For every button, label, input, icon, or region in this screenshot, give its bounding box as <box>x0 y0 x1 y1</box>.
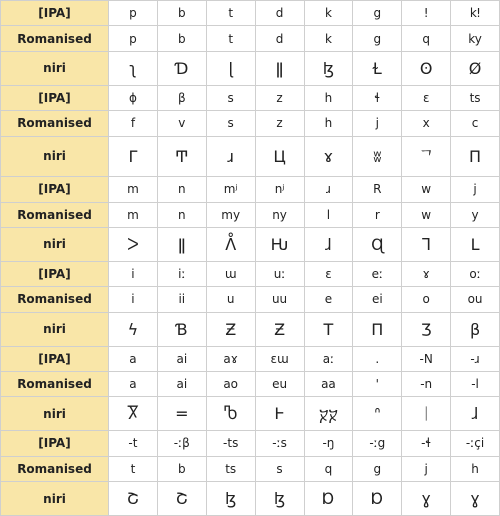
niri-cell: ɮ <box>255 482 304 516</box>
rom-cell: q <box>304 456 353 481</box>
ipa-cell: p <box>109 1 158 26</box>
niri-cell: Π <box>451 136 500 177</box>
rom-cell: eu <box>255 371 304 396</box>
ipa-cell: t <box>206 1 255 26</box>
ipa-cell: ɸ <box>109 85 158 110</box>
row-header-rom: Romanised <box>1 26 109 51</box>
row-header-niri: niri <box>1 51 109 85</box>
niri-cell: Շ <box>109 482 158 516</box>
rom-cell: o <box>402 287 451 312</box>
rom-cell: g <box>353 456 402 481</box>
rom-cell: j <box>353 111 402 136</box>
ipa-cell: ɛɯ <box>255 346 304 371</box>
niri-cell: ʬ <box>353 136 402 177</box>
niri-cell: ᐰ <box>206 227 255 261</box>
rom-cell: n <box>157 202 206 227</box>
niri-cell: L <box>451 227 500 261</box>
row-header-ipa: [IPA] <box>1 1 109 26</box>
rom-cell: ao <box>206 371 255 396</box>
rom-cell: j <box>402 456 451 481</box>
rom-cell: t <box>109 456 158 481</box>
niri-cell: Γ <box>109 136 158 177</box>
niri-cell: Ƶ <box>206 312 255 346</box>
row-header-niri: niri <box>1 312 109 346</box>
niri-cell: Ɓ <box>157 312 206 346</box>
rom-cell: s <box>255 456 304 481</box>
row-header-rom: Romanised <box>1 456 109 481</box>
rom-cell: w <box>402 202 451 227</box>
row-header-niri: niri <box>1 227 109 261</box>
row-header-ipa: [IPA] <box>1 346 109 371</box>
ipa-cell: eː <box>353 261 402 286</box>
ipa-cell: ts <box>451 85 500 110</box>
ipa-cell: i <box>109 261 158 286</box>
ipa-cell: aː <box>304 346 353 371</box>
table-row-ipa <box>1 1 500 26</box>
niri-cell: ϟ <box>109 312 158 346</box>
table-row-rom <box>1 456 500 481</box>
table-row-rom <box>1 202 500 227</box>
rom-cell: s <box>206 111 255 136</box>
row-header-niri: niri <box>1 482 109 516</box>
table-row-ipa <box>1 431 500 456</box>
ipa-cell: d <box>255 1 304 26</box>
ipa-cell: . <box>353 346 402 371</box>
ipa-cell: -ɬ <box>402 431 451 456</box>
niri-cell: ʘ <box>402 51 451 85</box>
rom-cell: a <box>109 371 158 396</box>
ipa-cell: -t <box>109 431 158 456</box>
ipa-cell: j <box>451 177 500 202</box>
rom-cell: g <box>353 26 402 51</box>
niri-cell: ᄀ <box>402 136 451 177</box>
rom-cell: i <box>109 287 158 312</box>
ipa-cell: ɛ <box>304 261 353 286</box>
table-row-niri <box>1 397 500 431</box>
niri-cell: ɮ <box>304 51 353 85</box>
ipa-cell: ɹ <box>304 177 353 202</box>
ipa-cell: -ŋ <box>304 431 353 456</box>
niri-cell: Ɒ <box>353 482 402 516</box>
niri-cell: Ɫ <box>353 51 402 85</box>
ipa-cell: g <box>353 1 402 26</box>
row-header-rom: Romanised <box>1 371 109 396</box>
ipa-cell: nʲ <box>255 177 304 202</box>
ipa-cell: aɤ <box>206 346 255 371</box>
rom-cell: e <box>304 287 353 312</box>
rom-cell: ky <box>451 26 500 51</box>
rom-cell: ai <box>157 371 206 396</box>
niri-cell: ɤ <box>304 136 353 177</box>
niri-cell: Ͳ <box>157 136 206 177</box>
niri-cell: ɭ <box>206 51 255 85</box>
row-header-ipa: [IPA] <box>1 431 109 456</box>
ipa-cell: a <box>109 346 158 371</box>
ipa-cell: ɛ <box>402 85 451 110</box>
ipa-cell: -ts <box>206 431 255 456</box>
table-row-ipa <box>1 177 500 202</box>
rom-cell: r <box>353 202 402 227</box>
ipa-cell: ɬ <box>353 85 402 110</box>
rom-cell: x <box>402 111 451 136</box>
niri-cell: Ʒ <box>402 312 451 346</box>
ipa-cell: -ːs <box>255 431 304 456</box>
table-row-ipa <box>1 261 500 286</box>
niri-cell: β <box>451 312 500 346</box>
ipa-cell: ai <box>157 346 206 371</box>
ipa-cell: -ːg <box>353 431 402 456</box>
rom-cell: ou <box>451 287 500 312</box>
ipa-cell: w <box>402 177 451 202</box>
niri-cell: ɹ <box>206 136 255 177</box>
table-row-rom <box>1 26 500 51</box>
rom-cell: h <box>304 111 353 136</box>
niri-cell: ǁ <box>157 227 206 261</box>
ipa-cell: k <box>304 1 353 26</box>
rom-cell: -n <box>402 371 451 396</box>
niri-cell: ᐳ <box>109 227 158 261</box>
rom-cell: z <box>255 111 304 136</box>
ipa-cell: oː <box>451 261 500 286</box>
ipa-cell: kǃ <box>451 1 500 26</box>
rom-cell: q <box>402 26 451 51</box>
row-header-ipa: [IPA] <box>1 85 109 110</box>
niri-cell: = <box>157 397 206 431</box>
rom-cell: c <box>451 111 500 136</box>
rom-cell: f <box>109 111 158 136</box>
row-header-rom: Romanised <box>1 287 109 312</box>
ipa-cell: s <box>206 85 255 110</box>
niri-cell: ɣ <box>451 482 500 516</box>
niri-cell: ʅ <box>109 51 158 85</box>
niri-cell: Ƶ <box>255 312 304 346</box>
niri-cell: ɺ <box>451 397 500 431</box>
rom-cell: u <box>206 287 255 312</box>
rom-cell: d <box>255 26 304 51</box>
rom-cell: k <box>304 26 353 51</box>
ipa-cell: -ːçi <box>451 431 500 456</box>
niri-cell: ɺ <box>304 227 353 261</box>
table-body <box>1 1 500 516</box>
ipa-cell: -ːβ <box>157 431 206 456</box>
rom-cell: ei <box>353 287 402 312</box>
rom-cell: aa <box>304 371 353 396</box>
rom-cell: ny <box>255 202 304 227</box>
rom-cell: ' <box>353 371 402 396</box>
rom-cell: ii <box>157 287 206 312</box>
niri-cell: Ɒ <box>304 482 353 516</box>
niri-cell: Շ <box>157 482 206 516</box>
row-header-rom: Romanised <box>1 202 109 227</box>
table-row-niri <box>1 312 500 346</box>
niri-cell: Ƕ <box>255 227 304 261</box>
table-row-rom <box>1 371 500 396</box>
rom-cell: l <box>304 202 353 227</box>
ipa-cell: -N <box>402 346 451 371</box>
niri-cell: Ⴊ <box>206 397 255 431</box>
ipa-cell: m <box>109 177 158 202</box>
ipa-cell: R <box>353 177 402 202</box>
rom-cell: m <box>109 202 158 227</box>
niri-cell: T <box>304 312 353 346</box>
table-row-niri <box>1 136 500 177</box>
row-header-ipa: [IPA] <box>1 261 109 286</box>
niri-cell: Ⱶ <box>255 397 304 431</box>
niri-cell: Ⴟ <box>109 397 158 431</box>
table-row-ipa <box>1 346 500 371</box>
rom-cell: uu <box>255 287 304 312</box>
niri-cell: ᛁ <box>402 397 451 431</box>
rom-cell: y <box>451 202 500 227</box>
table-row-ipa <box>1 85 500 110</box>
niri-cell: Ɗ <box>157 51 206 85</box>
row-header-ipa: [IPA] <box>1 177 109 202</box>
ipa-cell: n <box>157 177 206 202</box>
rom-cell: h <box>451 456 500 481</box>
ipa-cell: ǃ <box>402 1 451 26</box>
table-row-niri <box>1 227 500 261</box>
rom-cell: v <box>157 111 206 136</box>
table-row-niri <box>1 482 500 516</box>
niri-cell: ɣ <box>402 482 451 516</box>
row-header-niri: niri <box>1 136 109 177</box>
ipa-cell: mʲ <box>206 177 255 202</box>
table-row-rom <box>1 287 500 312</box>
rom-cell: -l <box>451 371 500 396</box>
niri-cell: Ɋ <box>353 227 402 261</box>
niri-cell: Ø <box>451 51 500 85</box>
niri-cell: ɮ <box>206 482 255 516</box>
rom-cell: b <box>157 456 206 481</box>
ipa-cell: β <box>157 85 206 110</box>
rom-cell: my <box>206 202 255 227</box>
ipa-cell: uː <box>255 261 304 286</box>
niri-cell: ᒣ <box>402 227 451 261</box>
niri-cell: Ц <box>255 136 304 177</box>
ipa-cell: ɯ <box>206 261 255 286</box>
table-row-niri <box>1 51 500 85</box>
table-row-rom <box>1 111 500 136</box>
ipa-cell: -ɹ <box>451 346 500 371</box>
ipa-cell: iː <box>157 261 206 286</box>
rom-cell: t <box>206 26 255 51</box>
niri-cell: Π <box>353 312 402 346</box>
rom-cell: p <box>109 26 158 51</box>
niri-cell: ᐢ <box>353 397 402 431</box>
ipa-cell: h <box>304 85 353 110</box>
ipa-cell: z <box>255 85 304 110</box>
row-header-rom: Romanised <box>1 111 109 136</box>
rom-cell: ts <box>206 456 255 481</box>
rom-cell: b <box>157 26 206 51</box>
ipa-cell: ɤ <box>402 261 451 286</box>
niri-cell: ⴟⴟ <box>304 397 353 431</box>
niri-cell: ǁ <box>255 51 304 85</box>
row-header-niri: niri <box>1 397 109 431</box>
ipa-cell: b <box>157 1 206 26</box>
